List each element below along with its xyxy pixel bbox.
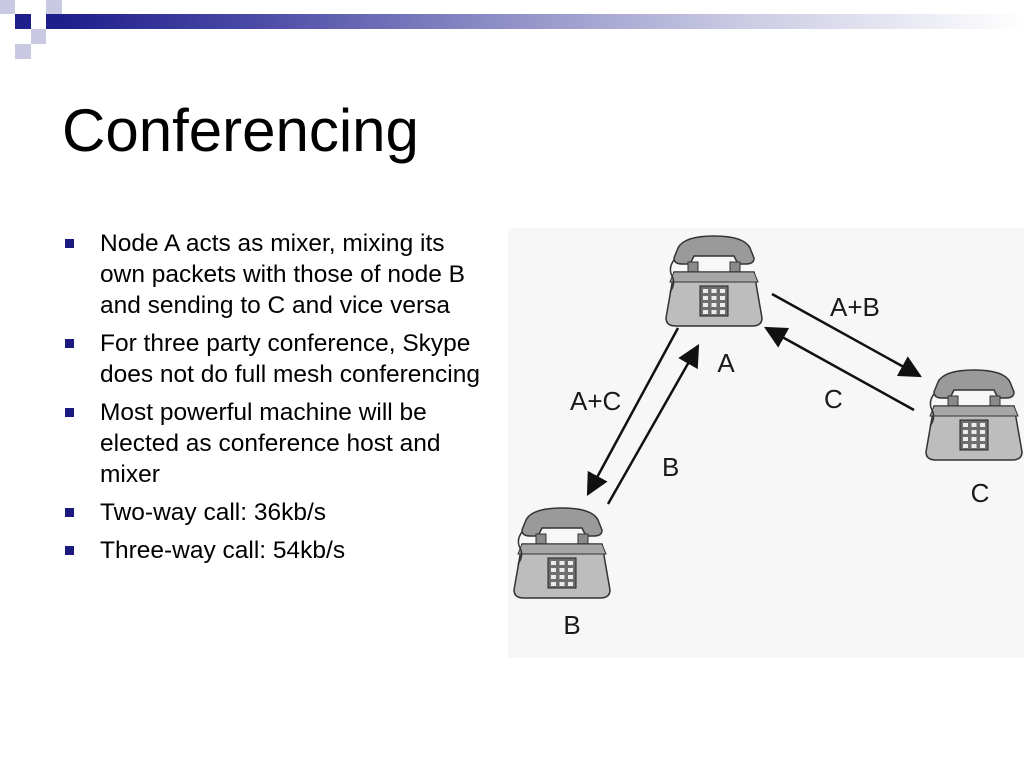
link-label-b-to-a: B [662,452,680,482]
deco-square [15,44,31,59]
deco-square [15,14,31,29]
bullet-text: Three-way call: 54kb/s [100,537,346,564]
deco-square [46,14,62,29]
node-label-c: C [970,478,990,508]
deco-square [46,0,62,14]
square-bullet-icon [65,508,74,517]
bullet-list [62,228,492,573]
diagram-canvas [508,228,1024,658]
conference-diagram [508,228,1024,658]
square-bullet-icon [65,339,74,348]
link-label-a-to-c: A+B [830,292,880,322]
square-bullet-icon [65,239,74,248]
bullet-item [62,328,492,390]
node-label-a: A [717,348,735,378]
link-label-c-to-a: C [824,384,843,414]
bullet-text: Node A acts as mixer, mixing its own packets with those of node B and sending to C and vice versa [100,230,465,319]
deco-square [31,29,46,44]
bullet-item [62,535,492,566]
bullet-text: Most powerful machine will be elected as conference host and mixer [100,399,441,488]
header-decoration [0,0,1024,64]
slide-title: Conferencing [62,97,419,164]
bullet-item [62,228,492,321]
bullet-item [62,497,492,528]
bullet-item [62,397,492,490]
bullet-text: Two-way call: 36kb/s [100,499,327,526]
telephone-icon [926,370,1022,460]
gradient-bar [62,14,1024,29]
deco-square [0,0,15,14]
telephone-icon [514,508,610,598]
telephone-icon [666,236,762,326]
square-bullet-icon [65,546,74,555]
bullet-text: For three party conference, Skype does not do full mesh conferencing [100,330,480,388]
node-label-b: B [563,610,581,640]
link-label-a-to-b: A+C [570,386,622,416]
square-bullet-icon [65,408,74,417]
